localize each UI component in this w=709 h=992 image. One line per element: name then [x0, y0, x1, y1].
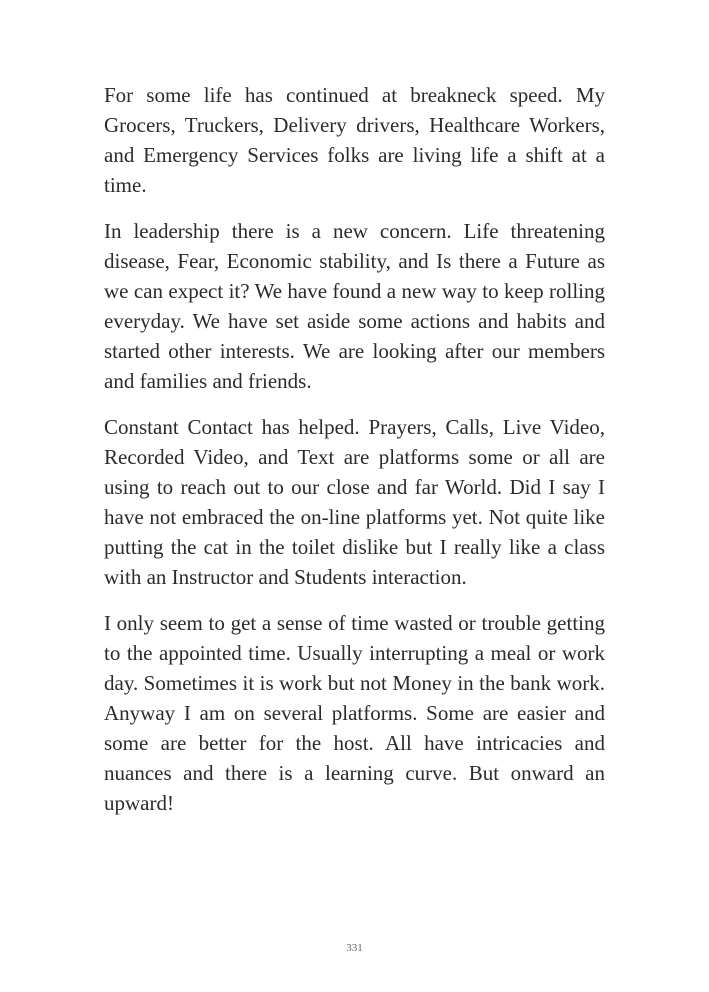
paragraph-2: In leadership there is a new concern. Life threatening disease, Fear, Economic stability, and Is there a Future as we can expect it? We have found a new way to keep rolling everyday. We have set aside some actions and habits and started other interests. We are looking after our members and families and friends. — [104, 219, 605, 393]
page-number: 331 — [346, 942, 363, 954]
paragraph-1: For some life has continued at breakneck speed. My Grocers, Truckers, Delivery drivers, Healthcare Workers, and Emergency Services folks are living life a shift at a time. — [104, 83, 605, 197]
body-text — [104, 80, 605, 834]
paragraph-3: Constant Contact has helped. Prayers, Calls, Live Video, Recorded Video, and Text are platforms some or all are using to reach out to our close and far World. Did I say I have not embraced the on-line platforms yet. Not quite like putting the cat in the toilet dislike but I really like a class with an Instructor and Students interaction. — [104, 415, 605, 589]
paragraph-4: I only seem to get a sense of time wasted or trouble getting to the appointed time. Usually interrupting a meal or work day. Sometimes it is work but not Money in the bank work. Anyway I am on several platforms. Some are easier and some are better for the host. All have intricacies and nuances and there is a learning curve. But onward an upward! — [104, 611, 605, 815]
